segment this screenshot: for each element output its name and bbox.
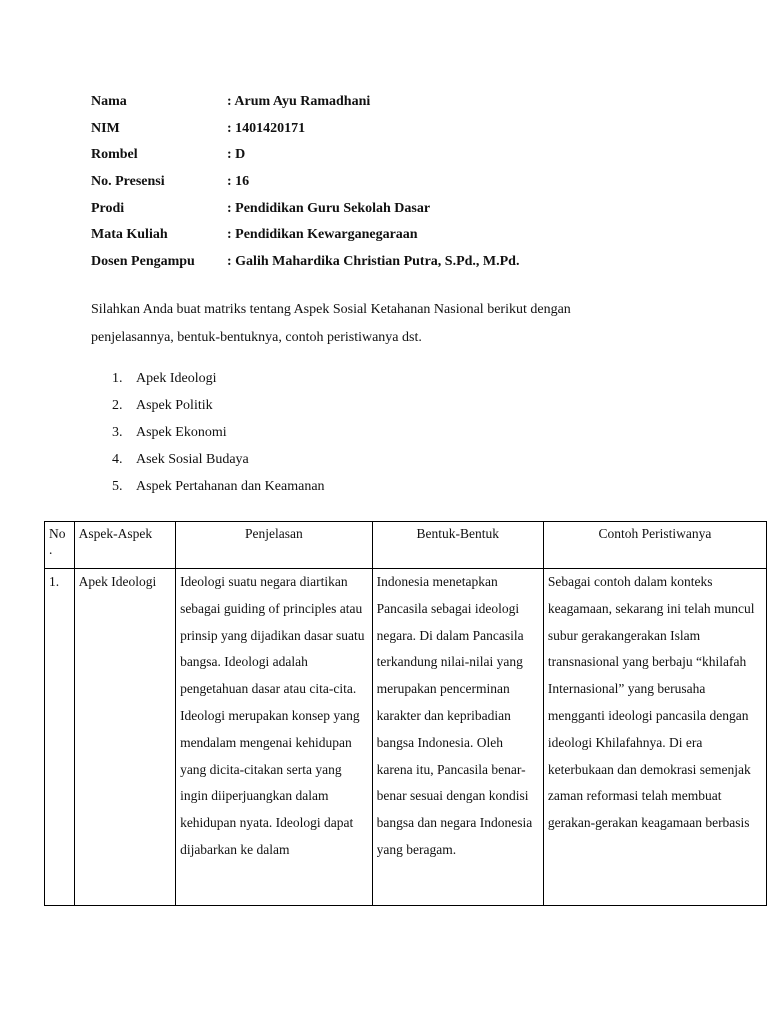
info-label: NIM: [91, 120, 120, 136]
info-row-rombel: [91, 145, 519, 172]
list-label: Aspek Politik: [136, 398, 213, 413]
info-row-presensi: [91, 172, 519, 199]
header-aspek: Aspek-Aspek: [74, 522, 175, 569]
cell-bentuk: [372, 569, 543, 906]
list-item: [112, 395, 325, 422]
list-label: Aspek Pertahanan dan Keamanan: [136, 479, 325, 494]
cell-bentuk-text: Indonesia menetapkan Pancasila sebagai ideologi negara. Di dalam Pancasila terkandung nilai-nilai yang merupakan pencerminan karakter dan kepribadian bangsa Indonesia. Oleh karena itu, Pancasila benar-benar sesuai dengan kondisi bangsa dan negara Indonesia yang beragam.: [376, 574, 533, 857]
student-info: [91, 92, 519, 279]
info-label: No. Presensi: [91, 174, 165, 190]
info-row-nama: [91, 92, 519, 119]
list-label: Apek Ideologi: [136, 371, 217, 386]
list-number: 3.: [112, 425, 123, 440]
header-no-text: No: [49, 526, 66, 541]
info-label: Rombel: [91, 147, 138, 163]
list-item: [112, 449, 325, 476]
header-contoh: Contoh Peristiwanya: [543, 522, 766, 569]
list-label: Asek Sosial Budaya: [136, 452, 249, 467]
info-label: Prodi: [91, 200, 125, 216]
info-value: : 16: [227, 174, 250, 190]
header-bentuk: Bentuk-Bentuk: [372, 522, 543, 569]
info-value: : Pendidikan Guru Sekolah Dasar: [227, 200, 431, 216]
list-number: 5.: [112, 479, 123, 494]
info-row-nim: [91, 119, 519, 146]
info-label: Nama: [91, 94, 127, 109]
header-penjelasan: Penjelasan: [176, 522, 373, 569]
list-item: [112, 368, 325, 395]
list-item: [112, 476, 325, 503]
cell-contoh-text: Sebagai contoh dalam konteks keagamaan, sekarang ini telah muncul subur gerakangerakan Islam transnasional yang berbaju “khilafah Internasional” yang berusaha mengganti ideologi pancasila dengan ideologi Khilafahnya. Di era keterbukaan dan demokrasi semenjak zaman reformasi telah membuat gerakan-gerakan keagamaan berbasis: [547, 574, 755, 831]
info-value: : Arum Ayu Ramadhani: [227, 94, 371, 109]
header-no-dot: .: [49, 542, 53, 557]
info-value: : Galih Mahardika Christian Putra, S.Pd., M.Pd.: [227, 254, 520, 270]
list-number: 2.: [112, 398, 123, 413]
table-header-row: [45, 522, 767, 569]
info-row-dosen: [91, 252, 519, 279]
info-row-mata-kuliah: [91, 225, 519, 252]
info-value: : D: [227, 147, 246, 163]
aspect-matrix-table: [44, 521, 767, 906]
cell-aspek: [74, 569, 175, 906]
list-number: 1.: [112, 371, 123, 386]
cell-penjelasan-text: Ideologi suatu negara diartikan sebagai guiding of principles atau prinsip yang dijadikan dasar suatu bangsa. Ideologi adalah pengetahuan dasar atau cita-cita. Ideologi merupakan konsep yang mendalam mengenai kehidupan yang dicita-citakan serta yang ingin diiperjuangkan dalam kehidupan nyata. Ideologi dapat dijabarkan ke dalam: [180, 574, 365, 857]
list-label: Aspek Ekonomi: [136, 425, 227, 440]
table-row: [45, 569, 767, 906]
info-value: : 1401420171: [227, 120, 306, 136]
info-value: : Pendidikan Kewarganegaraan: [227, 227, 418, 243]
cell-aspek-text: Apek Ideologi: [78, 574, 157, 589]
cell-contoh: [543, 569, 766, 906]
cell-penjelasan: [176, 569, 373, 906]
aspect-list: [112, 368, 325, 503]
info-label: Mata Kuliah: [91, 227, 168, 243]
info-row-prodi: [91, 199, 519, 226]
info-label: Dosen Pengampu: [91, 254, 195, 270]
header-no: [45, 522, 75, 569]
list-number: 4.: [112, 452, 123, 467]
intro-paragraph: Silahkan Anda buat matriks tentang Aspek Sosial Ketahanan Nasional berikut dengan penjelasannya, bentuk-bentuknya, contoh peristiwanya dst.: [91, 302, 571, 345]
cell-no: 1.: [45, 569, 75, 906]
list-item: [112, 422, 325, 449]
